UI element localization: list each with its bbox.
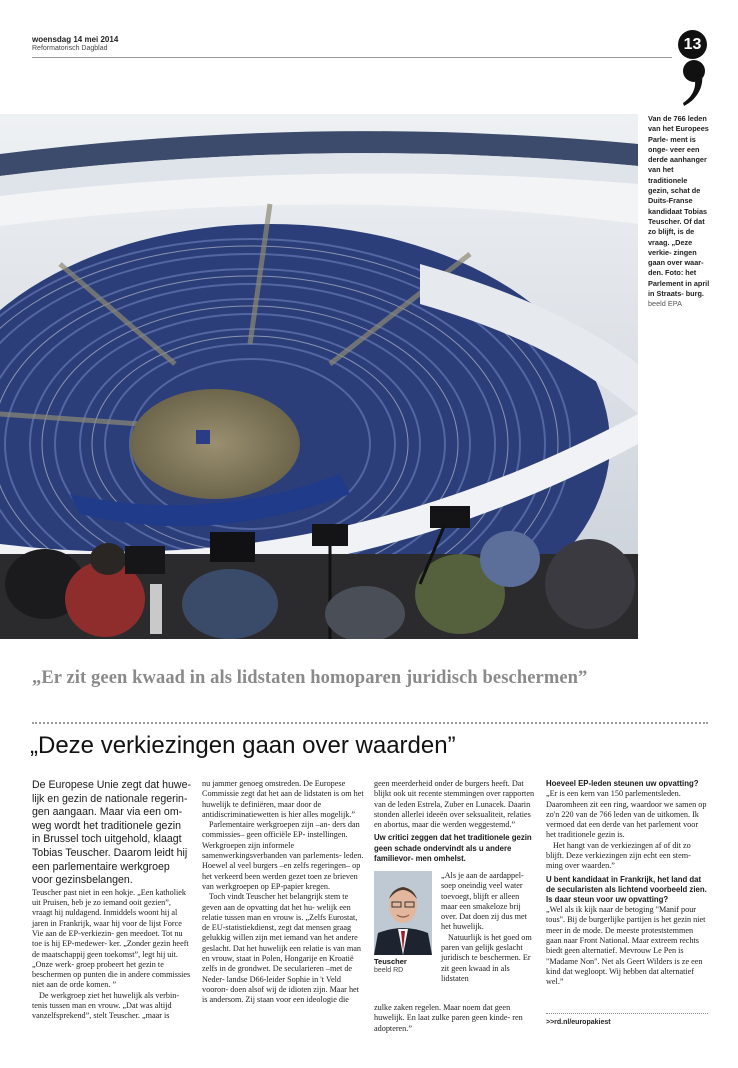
parliament-photo bbox=[0, 114, 638, 639]
dotted-divider bbox=[32, 722, 708, 724]
paragraph: Het hangt van de verkiezingen af of dit zo blijft. Deze verkiezingen zijn echt een stem- ming over waarden.” bbox=[546, 840, 691, 871]
portrait-photo bbox=[374, 871, 432, 955]
paragraph: geen meerderheid onder de burgers heeft. Dat blijkt ook uit recente stemmingen over rapporten van de leden Estrela, Zuber en Lunacek. Daarin stonden allerlei ideeën over seksualiteit, relaties en abortus, maar die werden weggestemd.” bbox=[374, 779, 535, 830]
portrait-credit: beeld RD bbox=[374, 967, 404, 974]
publication-date: woensdag 14 mei 2014 bbox=[32, 35, 119, 44]
caption-text: Van de 766 leden van het Europees Parle- ment is onge- veer een derde aanhanger van het traditionele gezin, schat de Duits-Franse kandidaat Tobias Teuscher. Of dat zo blijft, is de vraag. „Deze verkie- zingen gaan over waar- den. Foto: het Parlement in april in Straats- burg. bbox=[648, 114, 710, 299]
article-column-1 bbox=[32, 779, 192, 1022]
header-divider bbox=[32, 57, 672, 58]
interview-question: Hoeveel EP-leden steunen uw opvatting? bbox=[546, 779, 699, 788]
paragraph: De werkgroep ziet het huwelijk als verbin- tenis tussen man en vrouw. „Dat was altijd vanzelfsprekend”, stelt Teuscher. „maar is bbox=[32, 990, 180, 1021]
photo-caption bbox=[648, 114, 710, 310]
paragraph: „Er is een kern van 150 parlementsleden. Daaromheen zit een ring, waardoor we samen op zo'n 220 van de 766 leden van de uitkomen. Ik vermoed dat een derde van het parlement voor het traditionele gezin is. bbox=[546, 789, 707, 840]
article-column-4 bbox=[546, 779, 708, 988]
page-number-badge: 13 bbox=[678, 30, 707, 59]
interview-question: U bent kandidaat in Frankrijk, het land dat de secularisten als lichtend voorbeeld zien. Is daar steun voor uw opvatting? bbox=[546, 874, 707, 904]
paragraph: zulke zaken regelen. Maar noem dat geen huwelijk. En laat zulke paren geen kinde- ren adopteren.” bbox=[374, 1003, 523, 1033]
link-divider bbox=[546, 1013, 708, 1014]
article-headline: „Deze verkiezingen gaan over waarden” bbox=[30, 732, 456, 759]
article-column-3 bbox=[374, 779, 536, 864]
comma-logo-icon bbox=[680, 58, 706, 108]
paragraph: „Als je aan de aardappel- soep oneindig veel water toevoegt, blijft er alleen maar een smakeloze brij over. Dat doen zij dus met het huwelijk. bbox=[441, 871, 527, 932]
portrait-name: Teuscher bbox=[374, 957, 407, 966]
text-beside-portrait bbox=[441, 871, 536, 984]
paragraph: Parlementaire werkgroepen zijn –an- ders dan commissies– geen officiële EP- instellingen. Werkgroepen zijn informele samenwerkingsverbanden van parlements- leden. Hoewel al veel burgers –en zelfs regeringen– op het verkeerd been werden gezet toen ze brieven van werkgroepen op EP-papier kregen. bbox=[202, 820, 364, 891]
paragraph: nu jammer genoeg omstreden. De Europese Commissie zegt dat het aan de lidstaten is om het huwelijk te definiëren, maar door de antidiscriminatiewetten is hier alles mogelijk.” bbox=[202, 779, 364, 819]
article-intro: De Europese Unie zegt dat huwe- lijk en gezin de nationale regerin- gen aangaan. Maar via een om- weg wordt het traditionele gezin in Brussel toch uitgehold, klaagt Tobias Teuscher. Daarom leidt hij een parlementaire werkgroep voor gezinsbelangen. bbox=[32, 779, 191, 887]
interview-question: Uw critici zeggen dat het traditionele gezin geen schade ondervindt als u andere familievor- men omhelst. bbox=[374, 833, 532, 863]
web-link[interactable]: >>rd.nl/europakiest bbox=[546, 1019, 611, 1026]
paragraph: Toch vindt Teuscher het belangrijk stem te geven aan de opvatting dat het hu- welijk een relatie tussen man en vrouw is. „Zelfs Eurostat, de EU-statistiekdienst, zegt dat mensen graag gelukkig willen zijn met iemand van het andere geslacht. Dat het huwelijk een relatie is van man en vrouw, staat in Polen, Hongarije en Kroatië zelfs in de grondwet. De secularieren –met de Neder- landse D66-leider Sophie in 't Veld vooroп- doen alsof wij de idioten zijn. Maar het is andersom. Zij staan voor een ideologie die bbox=[202, 892, 361, 1005]
paragraph: Natuurlijk is het goed om paren van gelijk geslacht juridisch te beschermen. Er zit geen kwaad in als lidstaten bbox=[441, 932, 532, 983]
text-below-portrait bbox=[374, 1003, 536, 1034]
pull-quote: „Er zit geen kwaad in als lidstaten homoparen juridisch beschermen” bbox=[32, 668, 588, 688]
publication-name: Reformatorisch Dagblad bbox=[32, 45, 108, 52]
photo-credit: beeld EPA bbox=[648, 299, 682, 309]
paragraph: „Wel als ik kijk naar de betoging "Manif pour tous". Bij de burgerlijke partijen is het gezin niet meer in de mode. De meeste proteststemmen gaan naar Front National. Maar extreem rechts biedt geen alternatief. Mevrouw Le Pen is "Madame Non". Net als Geert Wilders is ze een kind dat wegloopt. Wij hebben dat alternatief wel.” bbox=[546, 905, 706, 987]
article-column-2 bbox=[202, 779, 364, 1006]
paragraph: Teuscher past niet in een hokje. „Een katholiek uit Pruisen, heb je zo iemand ooit gezien”, vraagt hij nuldagend. Inmiddels woont hij al jaren in Frankrijk, waar hij voor de lijst Force Vie aan de EP-verkiezin- gen meedoet. Tot nu toe is hij EP-medewer- ker. „Zonder gezin heeft de maatschappij geen toekomst”, legt hij uit. „Onze werk- groep probeert het gezin te beschermen op punten die in andere commissies niet aan de orde komen. ” bbox=[32, 887, 191, 990]
